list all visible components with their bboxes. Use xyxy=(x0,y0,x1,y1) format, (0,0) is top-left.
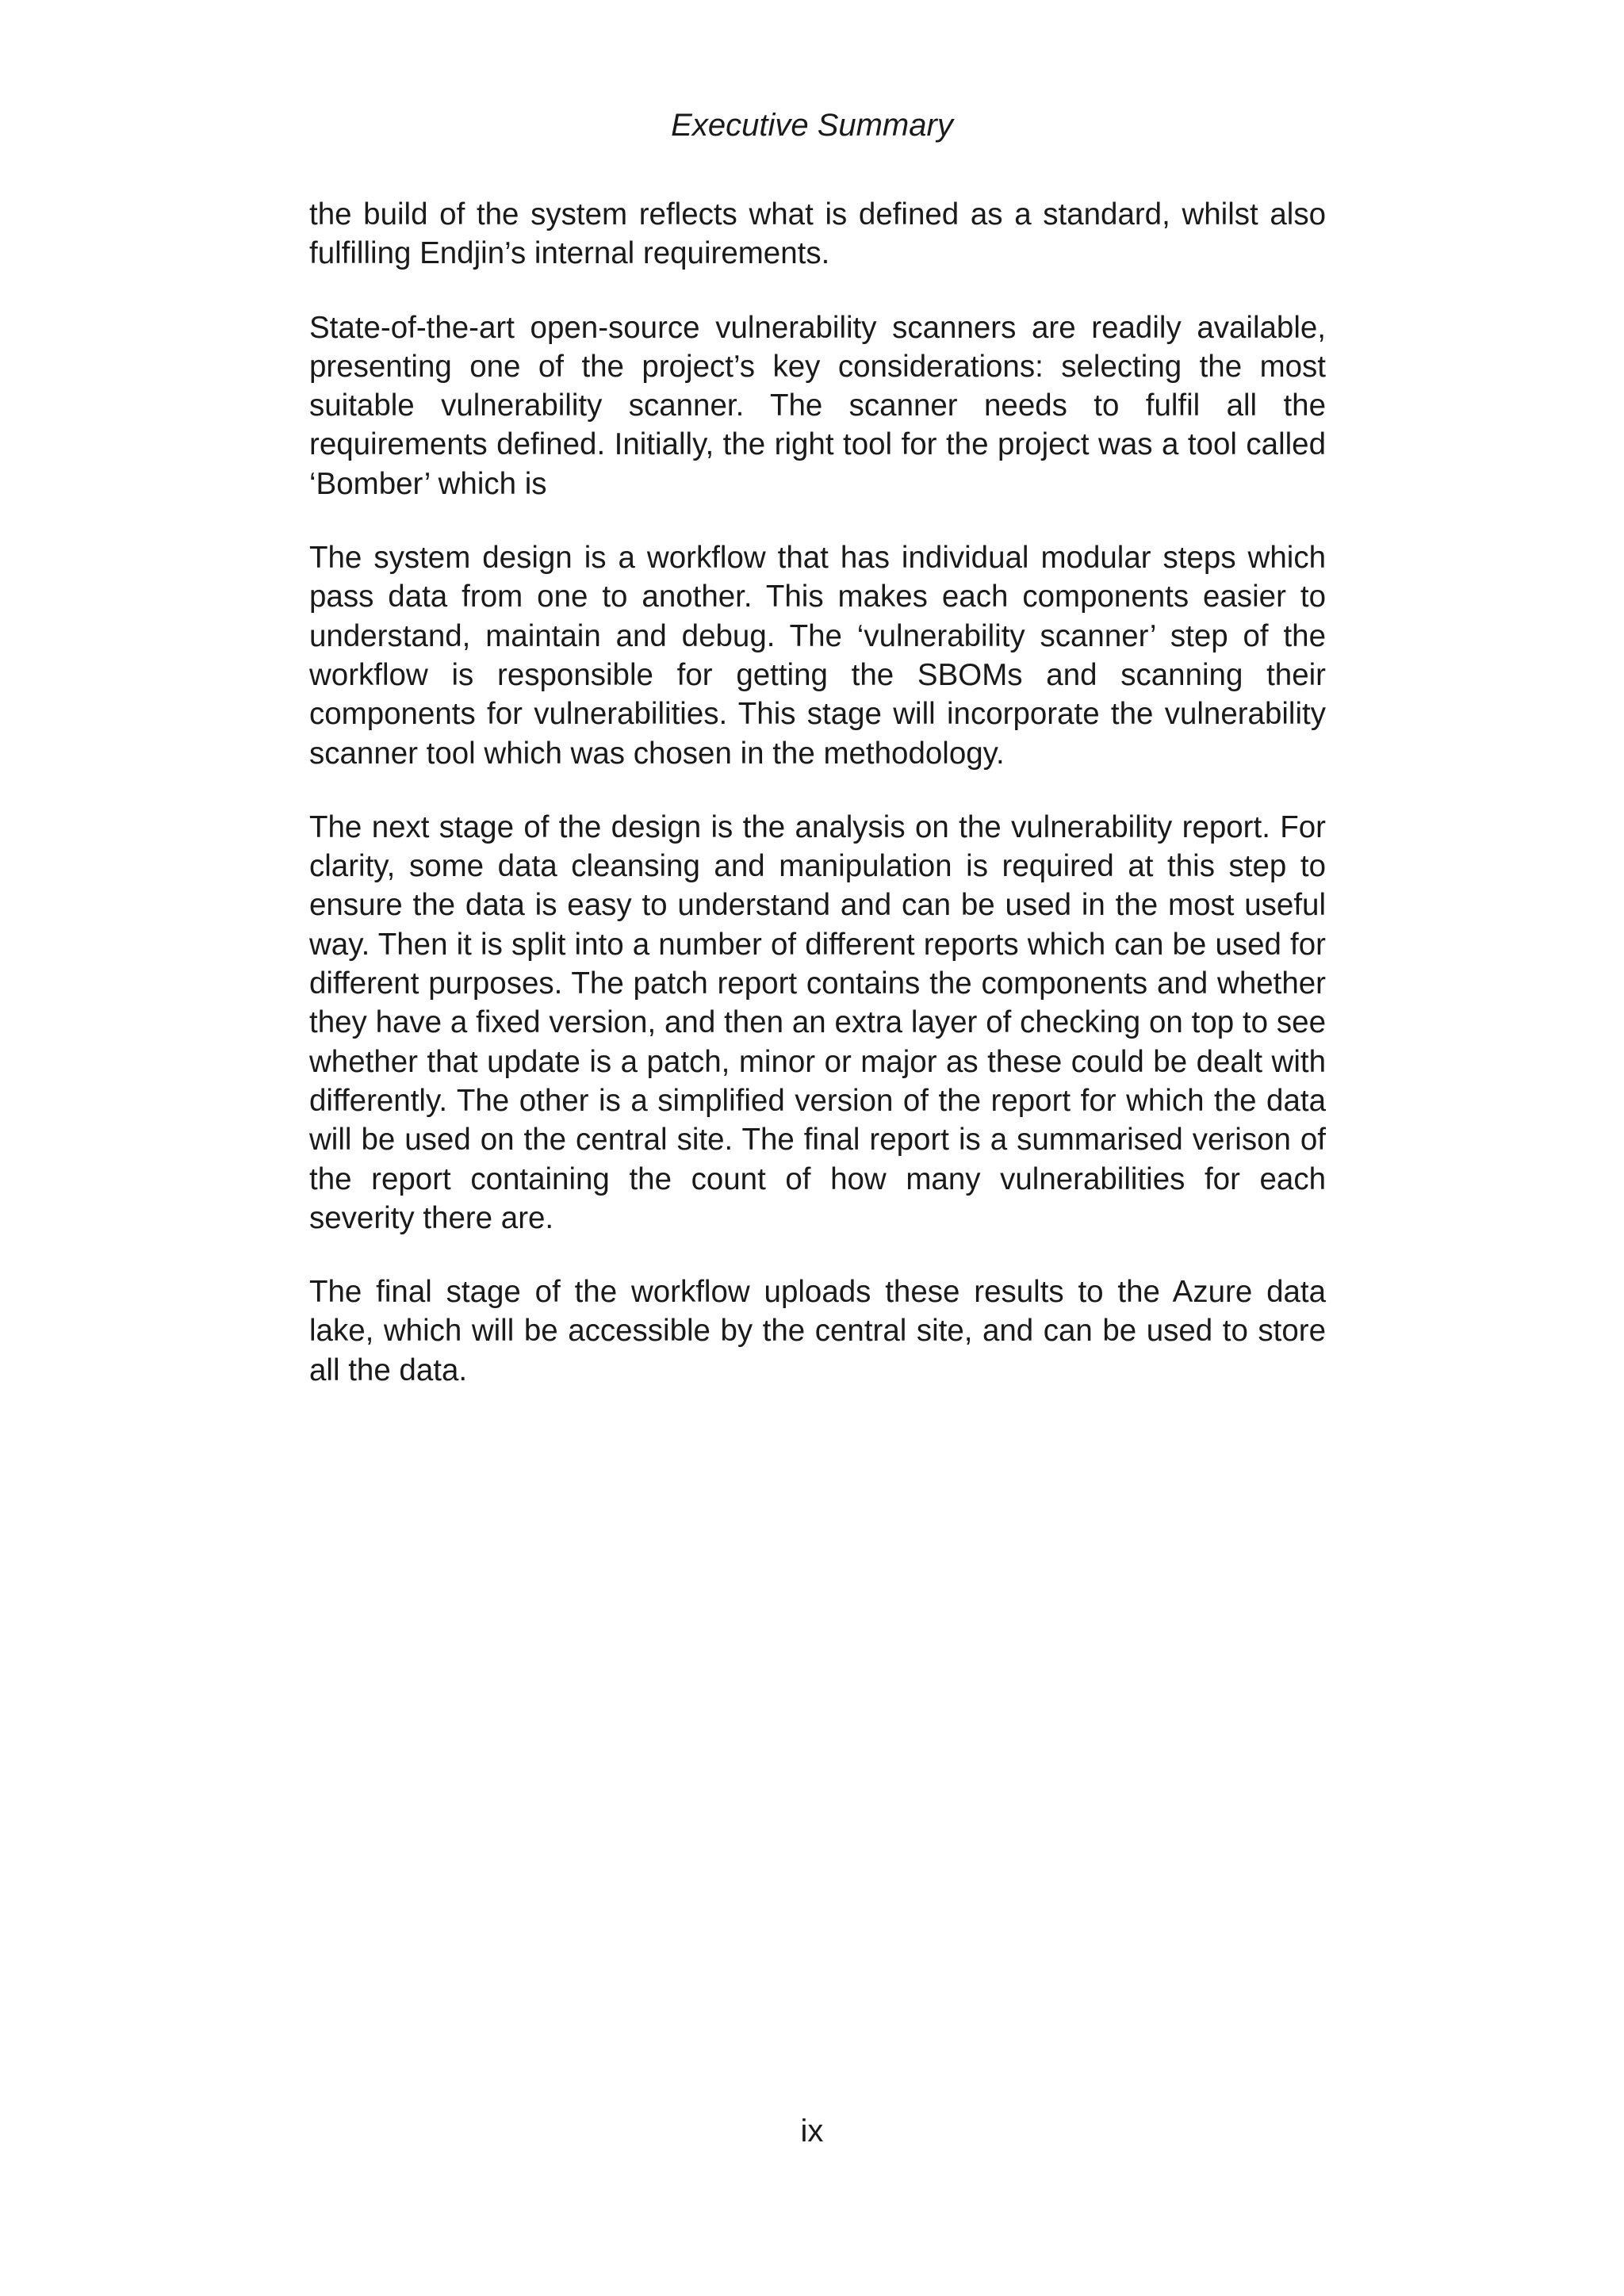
paragraph-2: State-of-the-art open-source vulnerability scanners are readily available, presenting one of the project’s key considerations: selecting the most suitable vulnerability scanner. The scanner needs to fulfil all the requirements defined. Initially, the right tool for the project was a tool called ‘Bomber’ which is xyxy=(309,310,1326,501)
paragraph-1: the build of the system reflects what is defined as a standard, whilst also fulfilling Endjin’s internal requirements. xyxy=(309,197,1326,271)
paragraph-3: The system design is a workflow that has individual modular steps which pass data from one to another. This makes each components easier to understand, maintain and debug. The ‘vulnerability scanner’ step of the workflow is responsible for getting the SBOMs and scanning their components for vulnerabilities. This stage will incorporate the vulnerability scanner tool which was chosen in the methodology. xyxy=(309,541,1326,771)
running-header: Executive Summary xyxy=(671,108,953,143)
paragraph-4: The next stage of the design is the analysis on the vulnerability report. For clarity, some data cleansing and manipulation is required at this step to ensure the data is easy to understand and can be used in the most useful way. Then it is split into a number of different reports which can be used for different purposes. The patch report contains the components and whether they have a fixed version, and then an extra layer of checking on top to see whether that update is a patch, minor or major as these could be dealt with differently. The other is a simplified version of the report for which the data will be used on the central site. The final report is a summarised verison of the report containing the count of how many vulnerabilities for each severity there are. xyxy=(309,809,1326,1235)
body-text xyxy=(309,195,1326,1425)
page-number: ix xyxy=(800,2114,824,2149)
paragraph-5: The final stage of the workflow uploads these results to the Azure data lake, which will be accessible by the central site, and can be used to store all the data. xyxy=(309,1275,1326,1387)
